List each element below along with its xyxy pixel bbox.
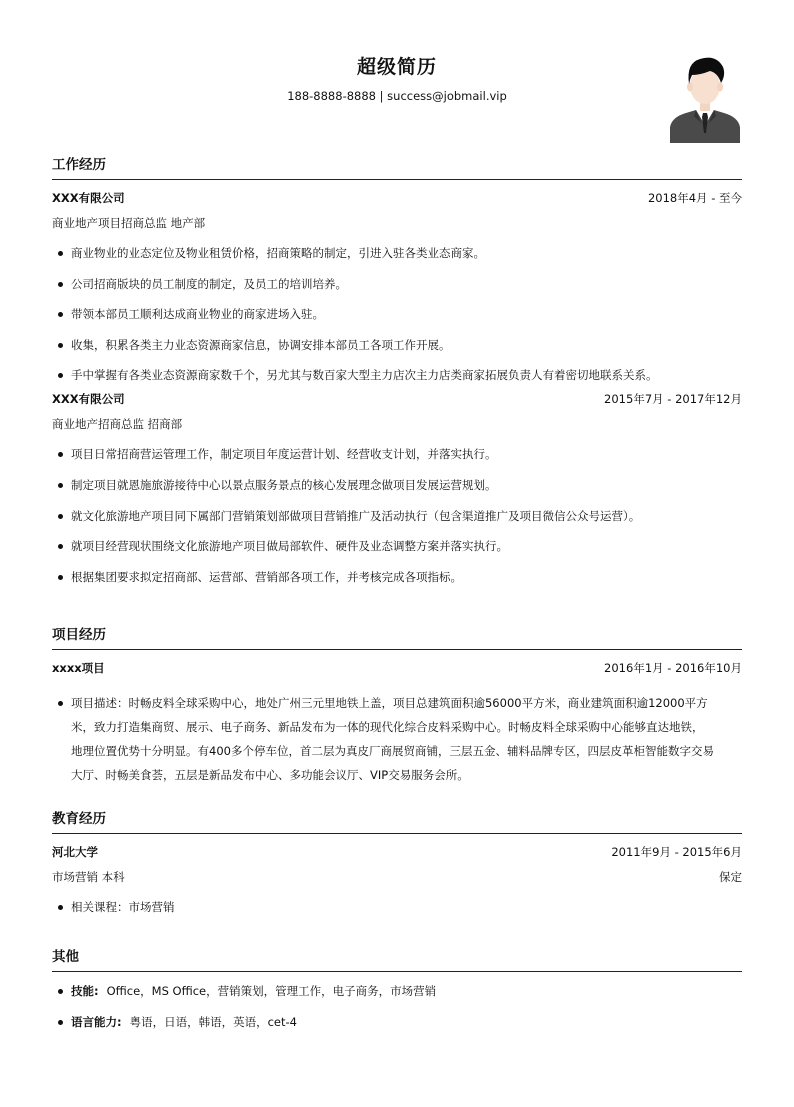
bullet-list	[52, 691, 742, 787]
job-role: 商业地产招商总监 招商部	[52, 417, 183, 432]
project-description-line: 米，致力打造集商贸、展示、电子商务、新品发布为一体的现代化综合皮料采购中心。时畅皮料全球采购中心能够直达地铁，	[71, 720, 704, 734]
section-title-other: 其他	[52, 946, 742, 972]
bullet-item: 相关课程：市场营销	[52, 895, 742, 919]
date-range: 2011年9月 - 2015年6月	[611, 845, 742, 859]
resume-page	[52, 0, 742, 1029]
bullet-item: 制定项目就恩施旅游接待中心以景点服务景点的核心发展理念做项目发展运营规划。	[52, 473, 742, 497]
company-name: XXX有限公司	[52, 191, 125, 205]
work-entry	[52, 387, 742, 588]
bullet-item: 就项目经营现状围绕文化旅游地产项目做局部软件、硬件及业态调整方案并落实执行。	[52, 534, 742, 558]
bullet-item	[52, 691, 742, 787]
project-entry	[52, 656, 742, 787]
skills-label: 技能:	[71, 984, 99, 998]
school-name: 河北大学	[52, 845, 98, 859]
bullet-item: 带领本部员工顺利达成商业物业的商家进场入驻。	[52, 302, 742, 326]
bullet-list	[52, 895, 742, 919]
project-description-line: 项目描述：时畅皮料全球采购中心，地处广州三元里地铁上盖，项目总建筑面积逾56000平方米，商业建筑面积逾12000平方	[71, 696, 708, 710]
skills-value: Office，MS Office，营销策划，管理工作，电子商务，市场营销	[106, 984, 437, 998]
bullet-item	[52, 979, 742, 1003]
company-name: XXX有限公司	[52, 392, 125, 407]
job-role: 商业地产项目招商总监 地产部	[52, 216, 206, 230]
resume-header	[52, 0, 742, 150]
section-title-projects: 项目经历	[52, 624, 742, 650]
bullet-item	[52, 1010, 742, 1034]
language-value: 粤语，日语，韩语，英语，cet-4	[129, 1014, 297, 1029]
language-label: 语言能力:	[71, 1014, 122, 1029]
candidate-name: 超级简历	[356, 56, 437, 78]
section-title-education: 教育经历	[52, 808, 742, 834]
bullet-item: 公司招商版块的员工制度的制定，及员工的培训培养。	[52, 272, 742, 296]
project-name: xxxx项目	[52, 661, 105, 675]
bullet-list	[52, 979, 742, 1034]
bullet-list	[52, 442, 742, 588]
location: 保定	[719, 870, 742, 884]
education-section	[52, 808, 742, 919]
bullet-item: 项目日常招商营运管理工作，制定项目年度运营计划、经营收支计划，并落实执行。	[52, 442, 742, 466]
work-entry	[52, 186, 742, 387]
businessman-avatar-icon	[670, 53, 740, 143]
project-description-line: 大厅、时畅美食荟，五层是新品发布中心、多功能会议厅、VIP交易服务会所。	[71, 768, 469, 782]
date-range: 2016年1月 - 2016年10月	[604, 661, 742, 675]
major-degree: 市场营销 本科	[52, 870, 125, 884]
work-experience-section	[52, 154, 742, 589]
project-experience-section	[52, 624, 742, 787]
other-section	[52, 946, 742, 1040]
section-title-work: 工作经历	[52, 154, 742, 180]
bullet-item: 根据集团要求拟定招商部、运营部、营销部各项工作，并考核完成各项指标。	[52, 565, 742, 589]
bullet-item: 收集，积累各类主力业态资源商家信息，协调安排本部员工各项工作开展。	[52, 333, 742, 357]
date-range: 2015年7月 - 2017年12月	[604, 392, 742, 407]
bullet-list	[52, 241, 742, 387]
bullet-item: 就文化旅游地产项目同下属部门营销策划部做项目营销推广及活动执行（包含渠道推广及项目微信公众号运营）。	[52, 504, 742, 528]
education-entry	[52, 840, 742, 919]
contact-line: 188-8888-8888 | success@jobmail.vip	[287, 89, 507, 103]
project-description-line: 地理位置优势十分明显。有400多个停车位，首二层为真皮厂商展贸商铺，三层五金、辅料品牌专区，四层皮革柜智能数字交易	[71, 744, 714, 758]
bullet-item: 商业物业的业态定位及物业租赁价格，招商策略的制定，引进入驻各类业态商家。	[52, 241, 742, 265]
date-range: 2018年4月 - 至今	[647, 191, 742, 205]
bullet-item: 手中掌握有各类业态资源商家数千个，另尤其与数百家大型主力店次主力店类商家拓展负责人有着密切地联系关系。	[52, 363, 742, 387]
